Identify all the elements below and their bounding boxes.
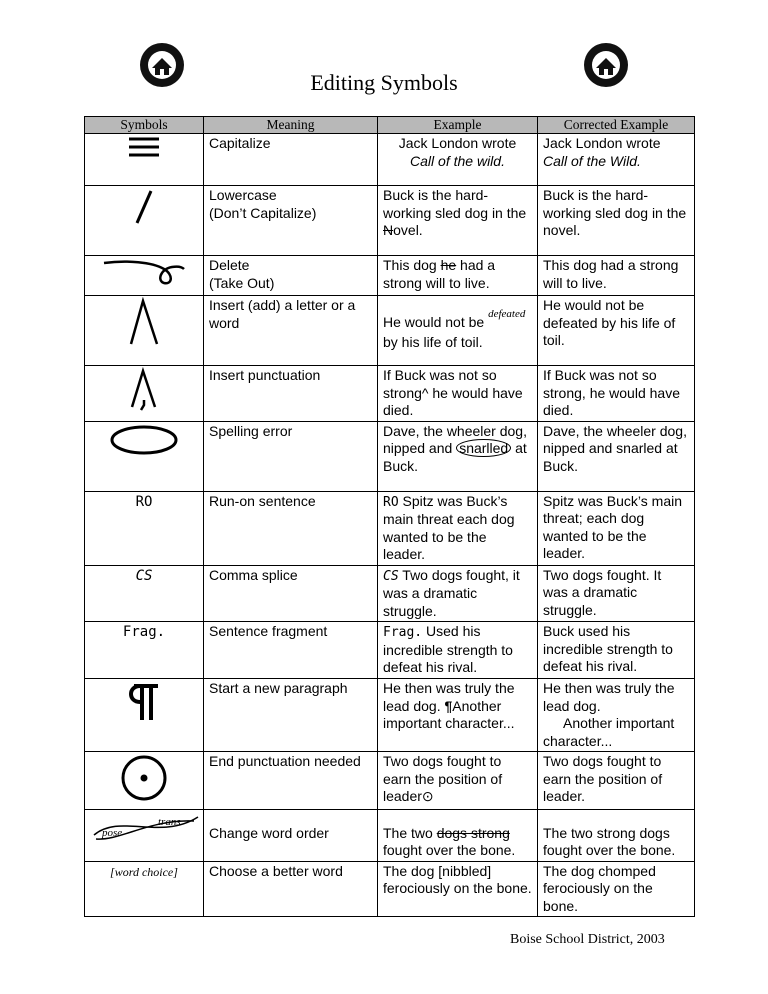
table-row [85, 256, 695, 296]
example-cell: Dave, the wheeler dog, nipped and snarlled at Buck. [378, 421, 538, 491]
transpose-icon [90, 811, 200, 845]
example-cell: Buck is the hard-working sled dog in the Novel. [378, 186, 538, 256]
corrected-cell: Buck is the hard-working sled dog in the novel. [538, 186, 695, 256]
end-punctuation-mark: ⊙ [421, 788, 434, 804]
corrected-cell: This dog had a strong will to live. [538, 256, 695, 296]
corrected-cell: Two dogs fought. It was a dramatic struggle. [538, 565, 695, 622]
corrected-cell: Jack London wrote Call of the Wild. [538, 134, 695, 186]
header-symbols: Symbols [85, 117, 204, 134]
table-row [85, 861, 695, 917]
example-cell: CS Two dogs fought, it was a dramatic struggle. [378, 565, 538, 622]
corrected-cell: He then was truly the lead dog. Another important character... [538, 679, 695, 752]
example-cell: He then was truly the lead dog. ¶Another important character... [378, 679, 538, 752]
page-title: Editing Symbols [310, 70, 458, 95]
header-example: Example [378, 117, 538, 134]
caret-icon [126, 297, 162, 347]
deleted-word: he [440, 257, 457, 273]
paragraph-mark: ¶ [444, 697, 453, 714]
header-corrected-example: Corrected Example [538, 117, 695, 134]
table-row [85, 622, 695, 679]
comma-splice-symbol: CS [135, 567, 153, 584]
corrected-cell: The two strong dogs fought over the bone. [538, 809, 695, 861]
table-row [85, 421, 695, 491]
example-cell: Two dogs fought to earn the position of leader⊙ [378, 752, 538, 810]
example-cell: Jack London wrote Call of the wild. [378, 134, 538, 186]
table-row [85, 679, 695, 752]
paragraph-icon [124, 680, 164, 724]
table-row [85, 752, 695, 810]
corrected-cell: Buck used his incredible strength to defeat his rival. [538, 622, 695, 679]
meaning-cell: Choose a better word [204, 861, 378, 917]
caret-comma-icon [127, 367, 161, 413]
example-cell: RO Spitz was Buck’s main threat each dog wanted to be the leader. [378, 491, 538, 565]
meaning-cell: Insert (add) a letter or a word [204, 296, 378, 366]
example-cell: This dog he had a strong will to live. [378, 256, 538, 296]
meaning-cell: End punctuation needed [204, 752, 378, 810]
circle-dot-icon [119, 753, 169, 803]
meaning-cell: Insert punctuation [204, 366, 378, 422]
meaning-cell: Capitalize [204, 134, 378, 186]
example-cell: Frag. Used his incredible strength to defeat his rival. [378, 622, 538, 679]
fragment-symbol: Frag. [122, 624, 166, 640]
run-on-symbol: RO [135, 493, 153, 510]
table-row [85, 134, 695, 186]
example-cell: The dog [nibbled] ferociously on the bone. [378, 861, 538, 917]
table-row [85, 565, 695, 622]
insert-comma-mark: ^ [421, 384, 429, 401]
header-meaning: Meaning [204, 117, 378, 134]
corrected-cell: Two dogs fought to earn the position of leader. [538, 752, 695, 810]
struck-letter: N [383, 222, 394, 238]
table-row [85, 491, 695, 565]
example-cell: The two dogs strong fought over the bone. [378, 809, 538, 861]
footer-credit: Boise School District, 2003 [510, 932, 665, 947]
inserted-word: defeated [488, 308, 526, 320]
meaning-cell: Spelling error [204, 421, 378, 491]
meaning-cell: Change word order [204, 809, 378, 861]
table-row [85, 296, 695, 366]
corrected-cell: He would not be defeated by his life of toil. [538, 296, 695, 366]
svg-text:trans: trans [158, 815, 181, 828]
corrected-cell: The dog chomped ferociously on the bone. [538, 861, 695, 917]
table-row [85, 366, 695, 422]
meaning-cell: Run-on sentence [204, 491, 378, 565]
transposed-words: dogs strong [436, 824, 510, 841]
editing-symbols-table [84, 116, 695, 917]
meaning-cell: Lowercase (Don’t Capitalize) [204, 186, 378, 256]
meaning-cell: Sentence fragment [204, 622, 378, 679]
slash-icon [129, 187, 159, 227]
table-row [85, 809, 695, 861]
meaning-cell: Delete (Take Out) [204, 256, 378, 296]
svg-text:pose: pose [102, 826, 123, 839]
triple-underline-icon [126, 135, 162, 159]
table-row [85, 186, 695, 256]
example-cell: He would not be $^{defeated}$ by his life of toil. [378, 296, 538, 366]
ellipse-icon [108, 423, 180, 457]
corrected-cell: If Buck was not so strong, he would have died. [538, 366, 695, 422]
meaning-cell: Start a new paragraph [204, 679, 378, 752]
meaning-cell: Comma splice [204, 565, 378, 622]
word-choice-symbol: [word choice] [110, 864, 178, 879]
corrected-cell: Spitz was Buck’s main threat; each dog wanted to be the leader. [538, 491, 695, 565]
corrected-cell: Dave, the wheeler dog, nipped and snarled at Buck. [538, 421, 695, 491]
delete-loop-icon [102, 257, 186, 287]
misspelled-word: snarlled [456, 439, 511, 457]
table-header-row [85, 117, 695, 134]
example-cell: If Buck was not so strong^ he would have died. [378, 366, 538, 422]
